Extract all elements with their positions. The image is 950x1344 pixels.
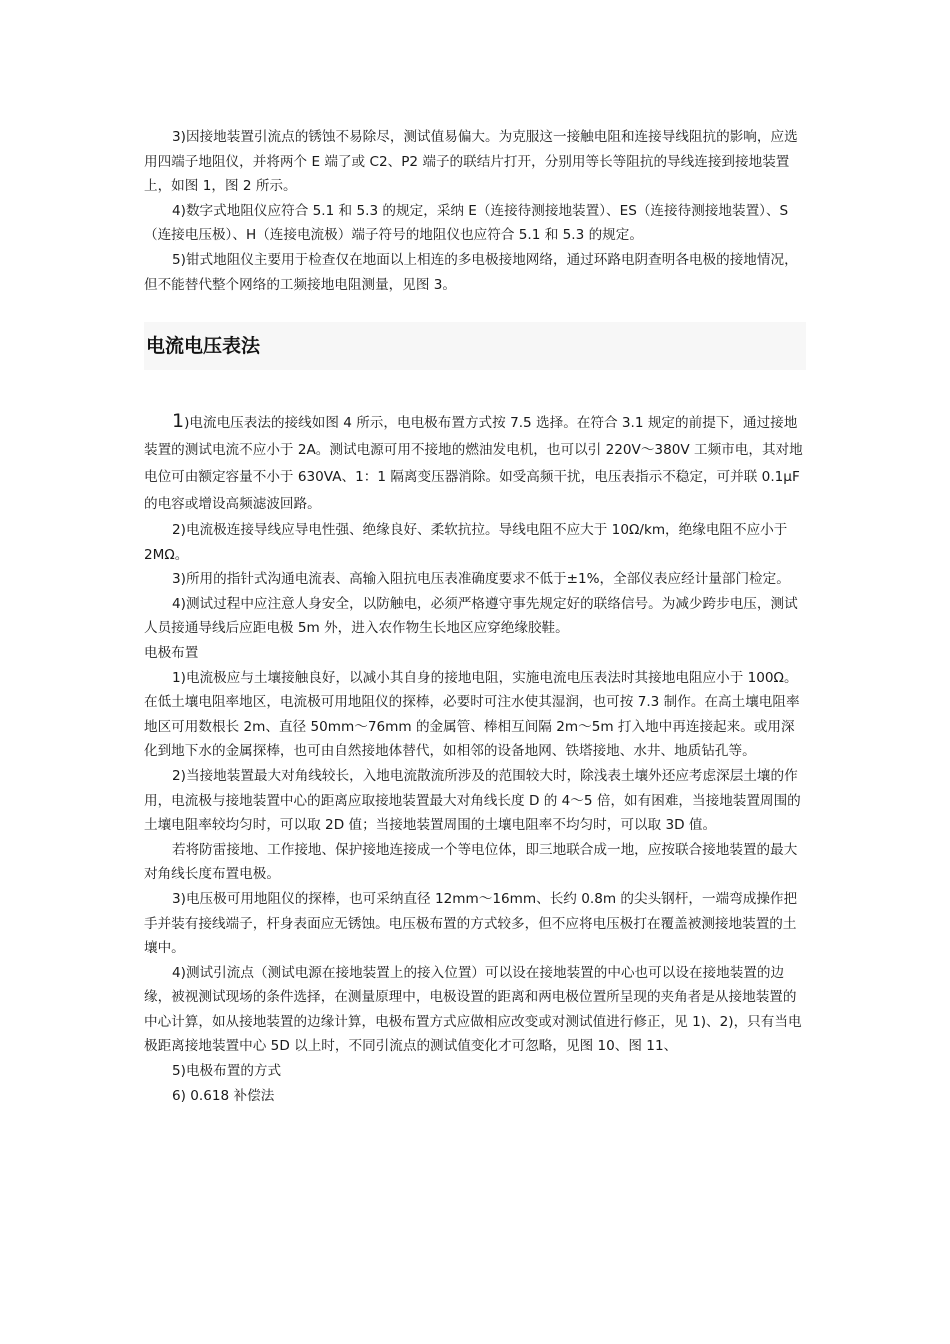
intro-paragraph-5: 5)钳式地阻仪主要用于检查仅在地面以上相连的多电极接地网络，通过环路电阴查明各电极的接地情况，但不能替代整个网络的工频接地电阻测量，见图 3。: [144, 251, 798, 293]
electrode-paragraph-2: 2)当接地装置最大对角线较长，入地电流散流所涉及的范围较大时，除浅表土壤外还应考虑深层土壤的作用，电流极与接地装置中心的距离应取接地装置最大对角线长度 D 的 4～5 倍，如有困难，当接地装置周围的土壤电阻率较均匀时，可以取 2D 值；当接地装置周围的土壤电阻率不均匀时，可以取 3D 值。: [144, 767, 801, 834]
electrode-paragraph-2b: 若将防雷接地、工作接地、保护接地连接成一个等电位体，即三地联合成一地，应按联合接地装置的最大对角线长度布置电极。: [144, 841, 798, 883]
section-heading-band: [144, 322, 806, 370]
section-body: [144, 408, 806, 1108]
electrode-paragraph-4: 4)测试引流点（测试电源在接地装置上的接入位置）可以设在接地装置的中心也可以设在接地装置的边缘，被视测试现场的条件选择，在测量原理中，电极设置的距离和两电极位置所呈现的夹角者是从接地装置的中心计算，如从接地装置的边缘计算，电极布置方式应做相应改变或对测试值进行修正，见 1)、2)，只有当电极距离接地装置中心 5D 以上时，不同引流点的测试值变化才可忽略，见图 10、图 11、: [144, 964, 802, 1055]
section-paragraph-4: 4)测试过程中应注意人身安全，以防触电，必须严格遵守事先规定好的联络信号。为减少跨步电压，测试人员接通导线后应距电极 5m 外，进入农作物生长地区应穿绝缘胶鞋。: [144, 595, 798, 637]
electrode-paragraph-5: 5)电极布置的方式: [172, 1063, 282, 1080]
electrode-label: 电极布置: [144, 644, 199, 661]
section-paragraph-1: [144, 408, 806, 518]
electrode-paragraph-1: 1)电流极应与土壤接触良好，以减小其自身的接地电阻，实施电流电压表法时其接地电阻应小于 100Ω。在低土壤电阻率地区，电流极可用地阻仪的探棒，必要时可注水使其湿润，也可按 7.3 制作。在高土壤电阻率地区可用数根长 2m、直径 50mm～76mm 的金属管、棒相互间隔 2m～5m 打入地中再连接起来。或用深化到地下水的金属探棒，也可由自然接地体替代，如相邻的设备地网、铁塔接地、水井、地质钻孔等。: [144, 669, 800, 760]
electrode-paragraph-3: 3)电压极可用地阻仪的探棒，也可采纳直径 12mm～16mm、长约 0.8m 的尖头钢杆，一端弯成操作把手并装有接线端子，杆身表面应无锈蚀。电压极布置的方式较多，但不应将电压极打在覆盖被测接地装置的土壤中。: [144, 890, 798, 957]
intro-paragraph-3: 3)因接地装置引流点的锈蚀不易除尽，测试值易偏大。为克服这一接触电阻和连接导线阻抗的影响，应选用四端子地阻仪，并将两个 E 端了或 C2、P2 端子的联结片打开，分别用等长等阻抗的导线连接到接地装置上，如图 1，图 2 所示。: [144, 129, 798, 195]
section-paragraph-1-number: 1: [172, 410, 185, 432]
section-paragraph-3: 3)所用的指针式沟通电流表、高输入阻抗电压表准确度要求不低于±1%，全部仪表应经计量部门检定。: [172, 571, 790, 588]
section-title: 电流电压表法: [146, 335, 261, 357]
electrode-paragraph-6: 6) 0.618 补偿法: [172, 1087, 275, 1104]
section-paragraph-1-text: )电流电压表法的接线如图 4 所示，电电极布置方式按 7.5 选择。在符合 3.1 规定的前提下，通过接地装置的测试电流不应小于 2A。测试电源可用不接地的燃油发电机，也可以引 220V～380V 工频市电，其对地电位可由额定容量不小于 630VA、1：1 隔离变压器消除。如受高频干扰，电压表指示不稳定，可并联 0.1μF 的电容或增设高频滤波回路。: [144, 415, 803, 512]
intro-paragraph-4: 4)数字式地阻仪应符合 5.1 和 5.3 的规定，采纳 E（连接待测接地装置）、ES（连接待测接地装置）、S（连接电压极）、H（连接电流极）端子符号的地阻仪也应符合 5.1 和 5.3 的规定。: [144, 202, 789, 244]
section-paragraph-2: 2)电流极连接导线应导电性强、绝缘良好、柔软抗拉。导线电阻不应大于 10Ω/km，绝缘电阻不应小于 2MΩ。: [144, 522, 788, 563]
intro-block: [144, 125, 806, 297]
